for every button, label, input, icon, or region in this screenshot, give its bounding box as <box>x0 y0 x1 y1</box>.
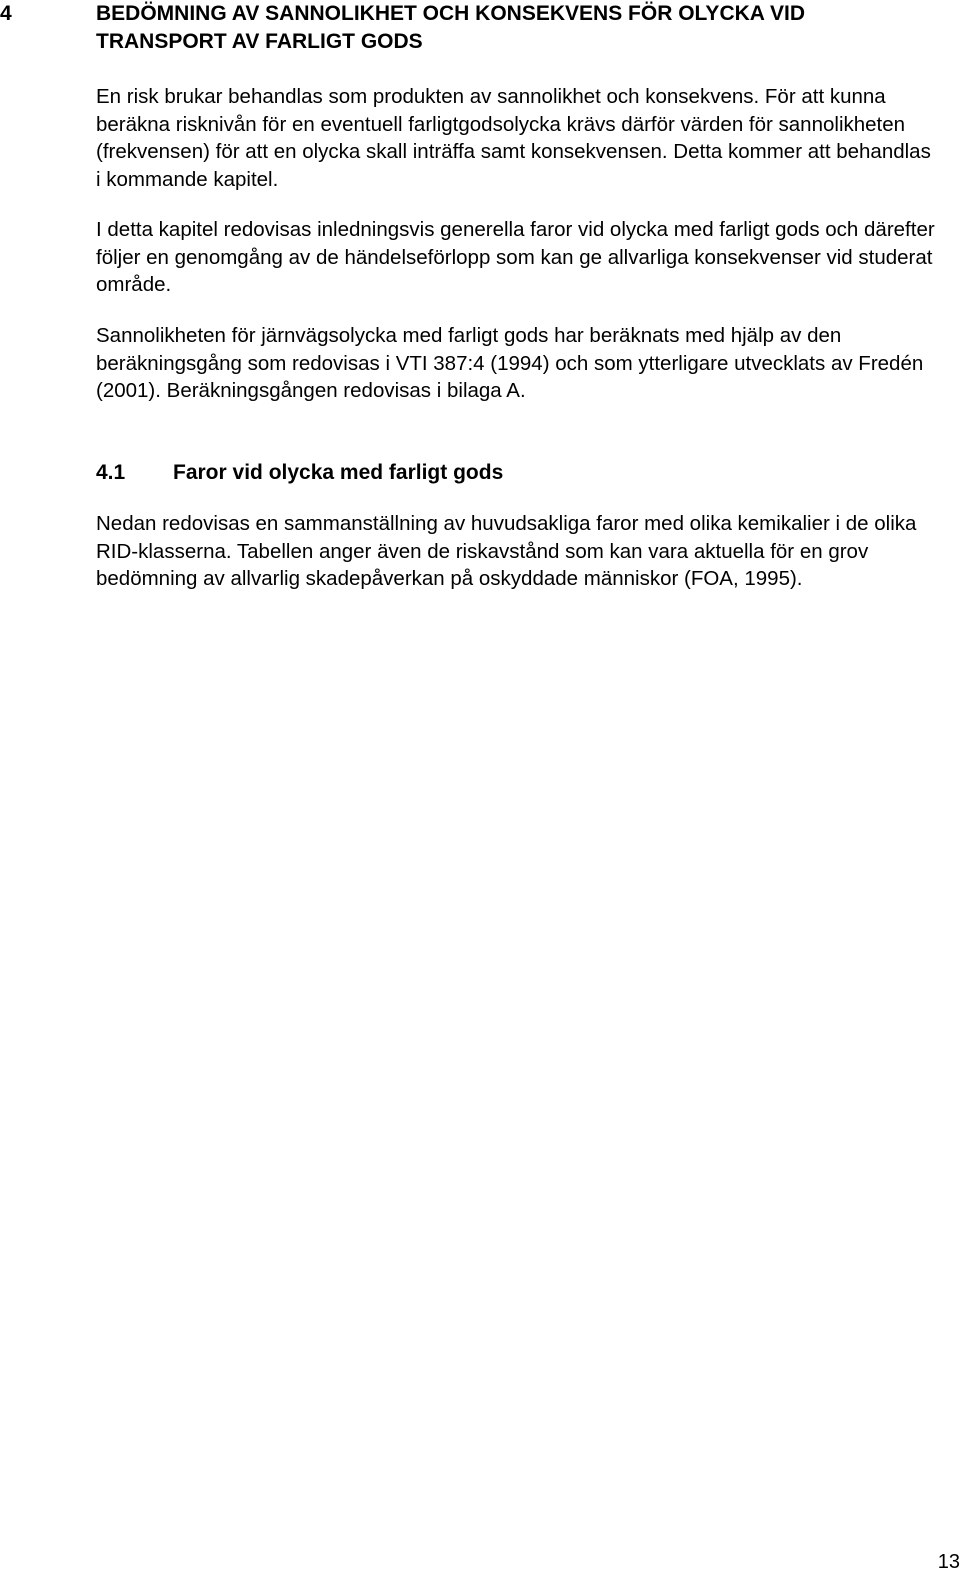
paragraph-intro: En risk brukar behandlas som produkten av sannolikhet och konsekvens. För att kunna beräkna risknivån för en eventuell farligtgodsolycka krävs därför värden för sannolikheten (frekvensen) för att en olycka skall inträffa samt konsekvensen. Detta kommer att behandlas i kommande kapitel. <box>96 85 931 191</box>
paragraph-chapter-overview: I detta kapitel redovisas inledningsvis generella faror vid olycka med farligt gods och därefter följer en genomgång av de händelseförlopp som kan ge allvarliga konsekvenser vid studerat område. <box>96 218 935 296</box>
paragraph-section-hazards: Nedan redovisas en sammanställning av huvudsakliga faror med olika kemikalier i de olika RID-klasserna. Tabellen anger även de riskavstånd som kan vara aktuella för en grov bedömning av allvarlig skadepåverkan på oskyddade människor (FOA, 1995). <box>96 512 917 590</box>
section-number: 4.1 <box>96 461 126 484</box>
page-number: 13 <box>937 1551 960 1573</box>
chapter-title: BEDÖMNING AV SANNOLIKHET OCH KONSEKVENS FÖR OLYCKA VID TRANSPORT AV FARLIGT GODS <box>96 2 805 53</box>
chapter-number: 4 <box>0 2 12 25</box>
section-title: Faror vid olycka med farligt gods <box>173 461 504 484</box>
paragraph-probability-method: Sannolikheten för järnvägsolycka med farligt gods har beräknats med hjälp av den beräkningsgång som redovisas i VTI 387:4 (1994) och som ytterligare utvecklats av Fredén (2001). Beräkningsgången redovisas i bilaga A. <box>96 324 924 402</box>
